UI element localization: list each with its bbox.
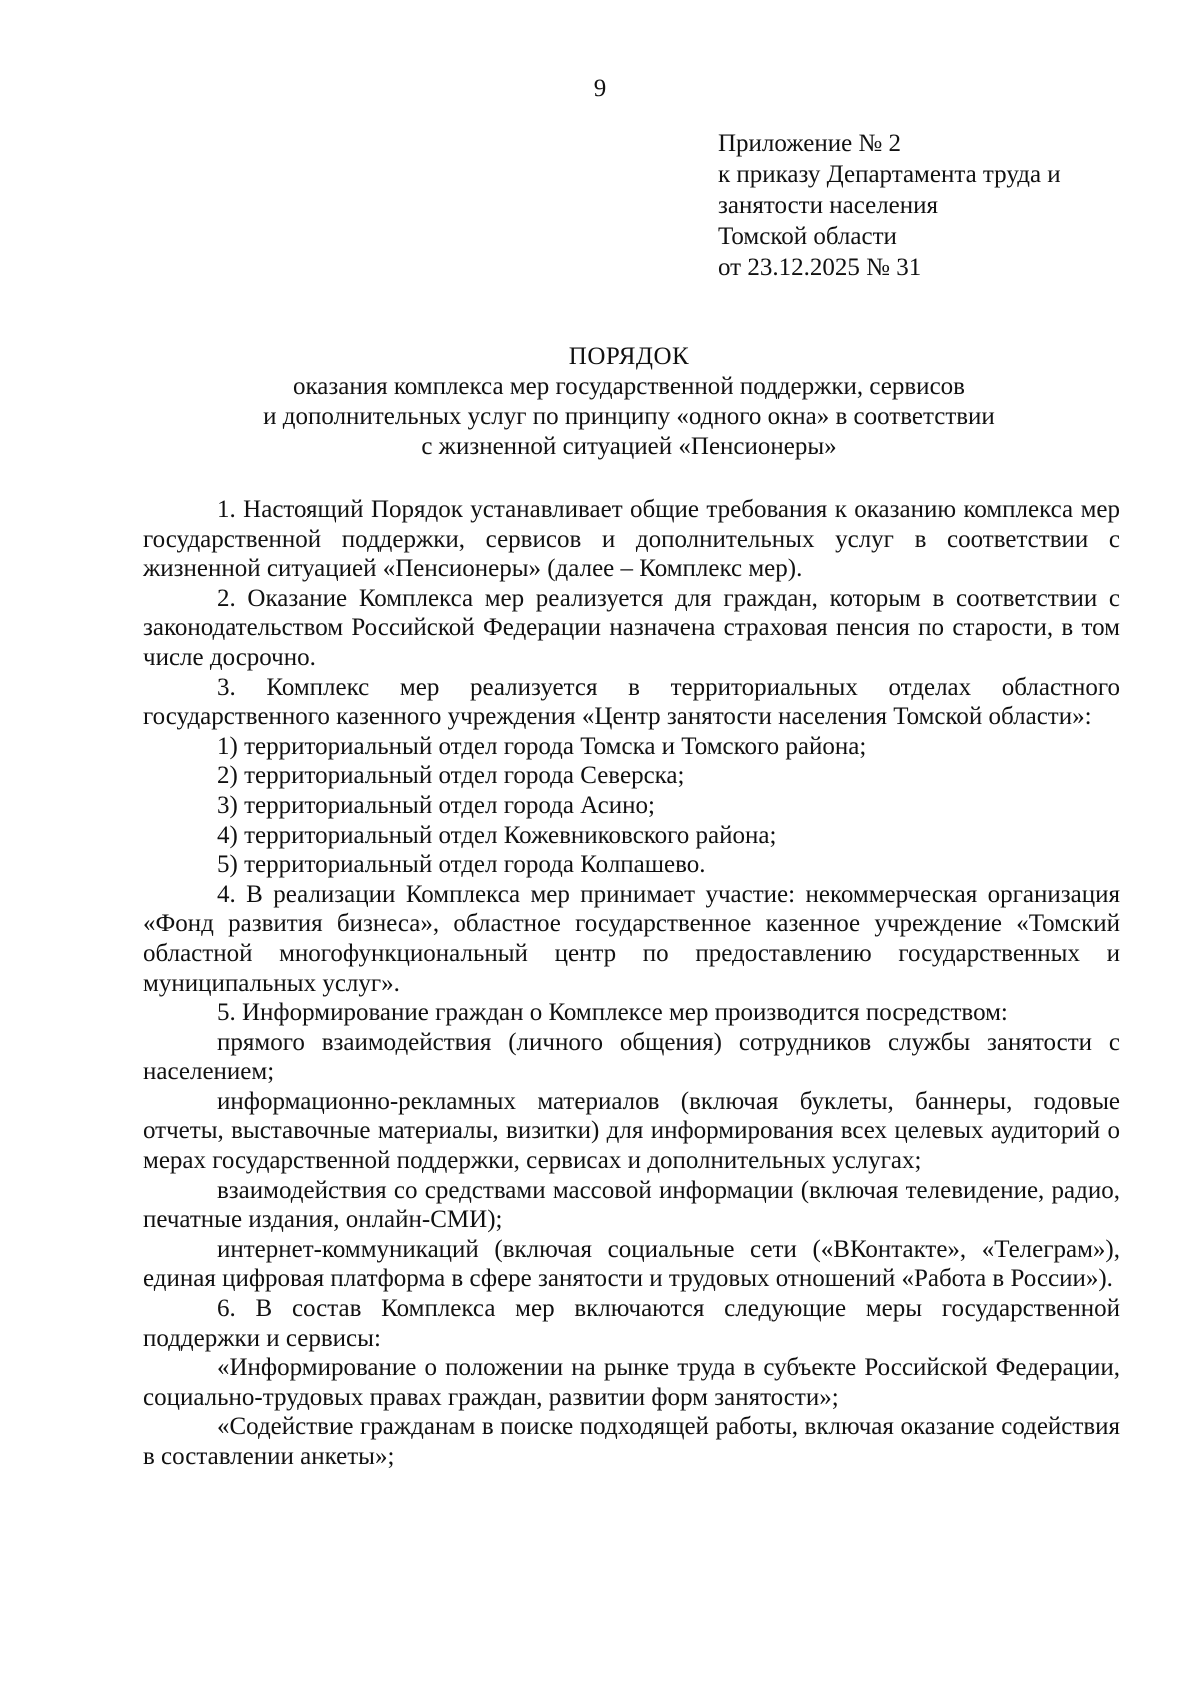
paragraph-5: 5. Информирование граждан о Комплексе мер производится посредством: — [217, 999, 1008, 1027]
title-heading: ПОРЯДОК — [568, 343, 690, 370]
list-item: 1) территориальный отдел города Томска и Томского района; — [217, 732, 867, 760]
appendix-header — [718, 128, 1158, 283]
page-number: 9 — [593, 75, 607, 102]
appendix-line: от 23.12.2025 № 31 — [718, 254, 922, 281]
paragraph-6: 6. В состав Комплекса мер включаются следующие меры государственной поддержки и сервисы: — [143, 1295, 1120, 1352]
info-channel-item: информационно-рекламных материалов (включая буклеты, баннеры, годовые отчеты, выставочные материалы, визитки) для информирования всех целевых аудиторий о мерах государственной поддержки, сервисах и дополнительных услугах; — [143, 1087, 1120, 1175]
title-subtitle-line: с жизненной ситуацией «Пенсионеры» — [421, 433, 837, 460]
appendix-line: Томской области — [718, 223, 897, 250]
info-channel-item: прямого взаимодействия (личного общения) сотрудников службы занятости с населением; — [143, 1028, 1120, 1086]
info-channel-item: взаимодействия со средствами массовой информации (включая телевидение, радио, печатные издания, онлайн-СМИ); — [143, 1176, 1120, 1234]
info-channel-item: интернет-коммуникаций (включая социальные сети («ВКонтакте», «Телеграм»), единая цифровая платформа в сфере занятости и трудовых отношений «Работа в России»). — [143, 1235, 1120, 1293]
paragraph-2: 2. Оказание Комплекса мер реализуется для граждан, которым в соответствии с законодательством Российской Федерации назначена страховая пенсия по старости, в том числе досрочно. — [143, 584, 1120, 671]
appendix-line: Приложение № 2 — [718, 130, 902, 157]
list-item: 3) территориальный отдел города Асино; — [217, 791, 655, 819]
appendix-line: к приказу Департамента труда и — [718, 161, 1061, 188]
document-title — [140, 342, 1118, 462]
measure-item: «Содействие гражданам в поиске подходящей работы, включая оказание содействия в составлении анкеты»; — [143, 1413, 1120, 1470]
paragraph-3: 3. Комплекс мер реализуется в территориальных отделах областного государственного казенного учреждения «Центр занятости населения Томской области»: — [143, 673, 1120, 731]
paragraph-1: 1. Настоящий Порядок устанавливает общие требования к оказанию комплекса мер государственной поддержки, сервисов и дополнительных услуг в соответствии с жизненной ситуацией «Пенсионеры» (далее – Комплекс мер). — [143, 496, 1120, 583]
document-body — [143, 495, 1120, 1472]
list-item: 2) территориальный отдел города Северска; — [217, 762, 685, 790]
title-subtitle-line: оказания комплекса мер государственной поддержки, сервисов — [293, 373, 965, 400]
list-item: 4) территориальный отдел Кожевниковского района; — [217, 821, 777, 849]
appendix-line: занятости населения — [718, 192, 939, 219]
list-item: 5) территориальный отдел города Колпашево. — [217, 851, 706, 879]
paragraph-4: 4. В реализации Комплекса мер принимает участие: некоммерческая организация «Фонд развития бизнеса», областное государственное казенное учреждение «Томский областной многофункциональный центр по предоставлению государственных и муниципальных услуг». — [143, 880, 1120, 997]
measure-item: «Информирование о положении на рынке труда в субъекте Российской Федерации, социально-трудовых правах граждан, развитии форм занятости»; — [143, 1354, 1120, 1411]
title-subtitle-line: и дополнительных услуг по принципу «одного окна» в соответствии — [263, 403, 995, 430]
